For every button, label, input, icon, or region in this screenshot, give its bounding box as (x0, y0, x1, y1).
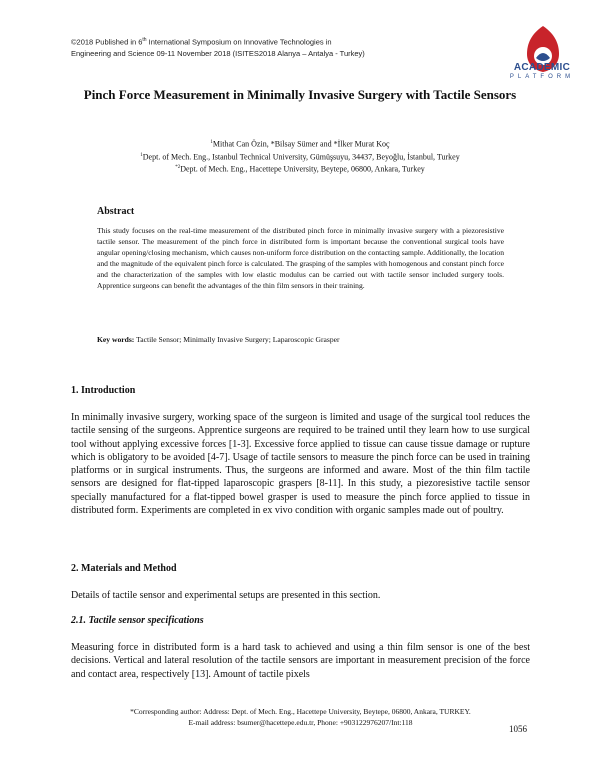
author-names: $^1$Mithat Can Özin, *Bilsay Sümer and *İlker Murat Koç (210, 139, 390, 149)
header-line-1: ©2018 Published in 6th International Symposium on Innovative Technologies in (71, 37, 332, 47)
section-1-text: In minimally invasive surgery, working space of the surgeon is limited and usage of the surgical tool reduces the tactile sensing of the surgeons. Apprentice surgeons are required to be trained until they learn how to use surgical tool without applying excessive forces [1-3]. Excessive force applied to tissue can cause tissue damage or rupture which is obligatory to be avoided [4-7]. Usage of tactile sensors to measure the pinch force can be used in training platforms or in surgical instruments. Thus, the surgeons are informed and aware. Most of the thin film tactile sensors are designed for flat-tipped laparoscopic graspers [8-11]. In this study, a piezoresistive tactile sensor specially manufactured for a flat-tipped bowel grasper is used to measure the pinch force applied to tissue in distributed form. Experiments are completed in ex vivo condition with organic samples made out of poultry. (71, 412, 530, 517)
footnote (71, 706, 530, 728)
academic-platform-logo (503, 22, 583, 92)
footnote-line-2: E-mail address: bsumer@hacettepe.edu.tr, Phone: +903122976207/Int:118 (188, 718, 413, 727)
keywords: Key words: Tactile Sensor; Minimally Invasive Surgery; Laparoscopic Grasper (97, 335, 340, 344)
paper-title: Pinch Force Measurement in Minimally Invasive Surgery with Tactile Sensors (83, 87, 517, 102)
abstract-text: This study focuses on the real-time measurement of the distributed pinch force in minimally invasive surgery with a piezoresistive tactile sensor. The measurement of the pinch force in distributed form is important because the conventional surgical tools have angular opening/closing mechanism, which causes non-uniform force distribution on the contacting sample. Additionally, the location and the magnitude of the equivalent pinch force is calculated. The grasping of the samples with homogenous and constant pinch force and the characterization of the samples with low elastic modulus can be carried out with tactile sensor included surgery tools. Apprentice surgeons can benefit the advantages of the thin film sensors in their training. (97, 226, 504, 290)
section-1-heading: 1. Introduction (71, 385, 136, 396)
affiliation-1: $^1$Dept. of Mech. Eng., Istanbul Technical University, Gümüşsuyu, 34437, Beyoğlu, İstanbul, Turkey (140, 152, 460, 162)
page-number: 1056 (509, 724, 527, 734)
logo-subtitle: PLATFORM (509, 74, 575, 80)
abstract-heading: Abstract (97, 206, 135, 217)
footnote-line-1: *Corresponding author: Address: Dept. of Mech. Eng., Hacettepe University, Beytepe, 06800, Ankara, TURKEY. (130, 707, 471, 716)
logo-name: ACADEMIC (513, 62, 571, 73)
affiliation-2: $^{*2}$Dept. of Mech. Eng., Hacettepe University, Beytepe, 06800, Ankara, Turkey (175, 164, 425, 174)
subsection-2-1-text: Measuring force in distributed form is a hard task to achieved and using a thin film sensor is one of the best decisions. Vertical and lateral resolution of the tactile sensors are important in measurement precision of the force and contact area, respectively [13]. Amount of tactile pixels (71, 642, 530, 680)
section-2-heading: 2. Materials and Method (71, 563, 177, 574)
subsection-2-1-heading: 2.1. Tactile sensor specifications (71, 615, 204, 626)
author-block (0, 137, 600, 175)
section-2-text: Details of tactile sensor and experimental setups are presented in this section. (71, 590, 381, 601)
conference-header (71, 35, 365, 59)
header-line-2: Engineering and Science 09-11 November 2018 (ISITES2018 Alanya – Antalya - Turkey) (71, 48, 365, 58)
